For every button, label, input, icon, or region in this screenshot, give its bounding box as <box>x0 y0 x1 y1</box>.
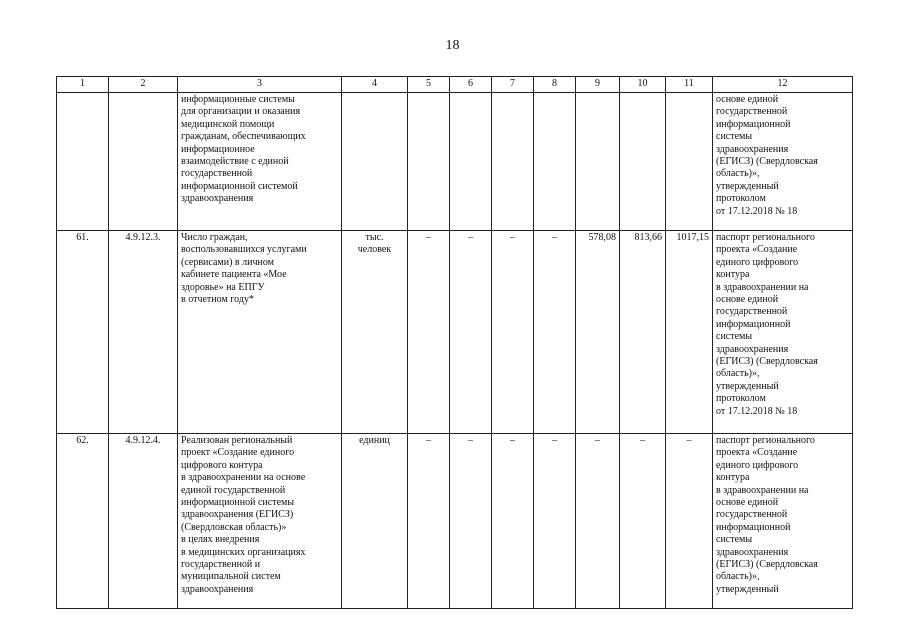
value-cell: – <box>492 434 534 609</box>
column-header: 9 <box>576 77 620 93</box>
value-cell: – <box>450 231 492 434</box>
column-header: 12 <box>713 77 853 93</box>
unit <box>342 93 408 231</box>
row-code: 4.9.12.4. <box>109 434 178 609</box>
value-cell <box>408 93 450 231</box>
column-header: 4 <box>342 77 408 93</box>
column-header: 6 <box>450 77 492 93</box>
value-cell: – <box>534 231 576 434</box>
row-code <box>109 93 178 231</box>
table-row <box>57 434 853 609</box>
table-row <box>57 231 853 434</box>
column-header: 1 <box>57 77 109 93</box>
value-cell: – <box>666 434 713 609</box>
source-document: основе единой государственной информационной системы здравоохранения (ЕГИСЗ) (Свердловская область)», утвержденный протоколом от 17.12.2018 № 18 <box>713 93 853 231</box>
value-cell: – <box>450 434 492 609</box>
column-header: 10 <box>620 77 666 93</box>
indicator-name: Число граждан, воспользовавшихся услугами (сервисами) в личном кабинете пациента «Мое здоровье» на ЕПГУ в отчетном году* <box>178 231 342 434</box>
row-number: 61. <box>57 231 109 434</box>
value-cell: 578,08 <box>576 231 620 434</box>
indicator-name: информационные системы для организации и оказания медицинской помощи гражданам, обеспечивающих информационное взаимодействие с единой государственной информационной системой здравоохранения <box>178 93 342 231</box>
value-cell: 813,66 <box>620 231 666 434</box>
value-cell: – <box>408 434 450 609</box>
value-cell: – <box>408 231 450 434</box>
value-cell <box>492 93 534 231</box>
column-number-row <box>57 77 853 93</box>
column-header: 7 <box>492 77 534 93</box>
source-document: паспорт регионального проекта «Создание единого цифрового контура в здравоохранении на основе единой государственной информационной системы здравоохранения (ЕГИСЗ) (Свердловская область)», утвержденный протоколом от 17.12.2018 № 18 <box>713 231 853 434</box>
value-cell <box>534 93 576 231</box>
column-header: 2 <box>109 77 178 93</box>
source-document: паспорт регионального проекта «Создание единого цифрового контура в здравоохранении на основе единой государственной информационной системы здравоохранения (ЕГИСЗ) (Свердловская область)», утвержденный <box>713 434 853 609</box>
value-cell <box>620 93 666 231</box>
row-number: 62. <box>57 434 109 609</box>
value-cell: 1017,15 <box>666 231 713 434</box>
unit: единиц <box>342 434 408 609</box>
value-cell: – <box>492 231 534 434</box>
row-code: 4.9.12.3. <box>109 231 178 434</box>
value-cell: – <box>620 434 666 609</box>
indicator-name: Реализован региональный проект «Создание единого цифрового контура в здравоохранении на основе единой государственной информационной системы здравоохранения (ЕГИСЗ) (Свердловская область)» в целях внедрения в медицинских организациях государственной и муниципальной систем здравоохранения <box>178 434 342 609</box>
unit: тыс. человек <box>342 231 408 434</box>
value-cell <box>576 93 620 231</box>
column-header: 3 <box>178 77 342 93</box>
column-header: 5 <box>408 77 450 93</box>
column-header: 8 <box>534 77 576 93</box>
value-cell <box>666 93 713 231</box>
table-row <box>57 93 853 231</box>
value-cell: – <box>534 434 576 609</box>
page-number: 18 <box>445 38 460 53</box>
value-cell: – <box>576 434 620 609</box>
value-cell <box>450 93 492 231</box>
row-number <box>57 93 109 231</box>
column-header: 11 <box>666 77 713 93</box>
indicators-table <box>56 76 853 609</box>
